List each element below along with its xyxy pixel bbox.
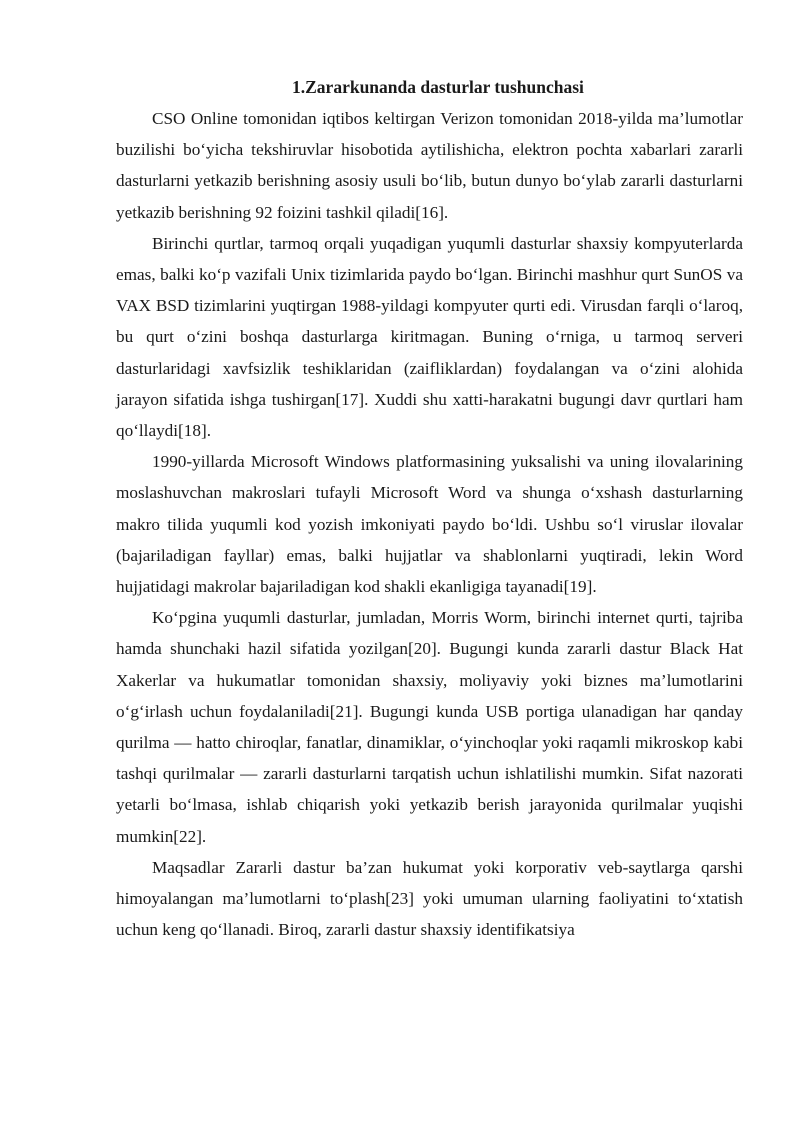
paragraph-email-malware: CSO Online tomonidan iqtibos keltirgan Verizon tomonidan 2018-yilda ma’lumotlar buzilishi bo‘yicha tekshiruvlar hisobotida aytilishicha, elektron pochta xabarlari zararli dasturlarni yetkazib berishning asosiy usuli bo‘lib, butun dunyo bo‘ylab zararli dasturlarni yetkazib berishning 92 foizini tashkil qiladi[16]. (116, 109, 743, 222)
paragraph-purposes: Maqsadlar Zararli dastur ba’zan hukumat yoki korporativ veb-saytlarga qarshi himoyalangan ma’lumotlarni to‘plash[23] yoki umuman ularning faoliyatini to‘xtatish uchun keng qo‘llanadi. Biroq, zararli dastur shaxsiy identifikatsiya (116, 857, 743, 940)
section-heading: 1.Zararkunanda dasturlar tushunchasi (292, 77, 584, 97)
paragraph-first-worms: Birinchi qurtlar, tarmoq orqali yuqadigan yuqumli dasturlar shaxsiy kompyuterlarda emas, balki ko‘p vazifali Unix tizimlarida paydo bo‘lgan. Birinchi mashhur qurt SunOS va VAX BSD tizimlarini yuqtirgan 1988-yildagi kompyuter qurti edi. Virusdan farqli o‘laroq, bu qurt o‘zini boshqa dasturlarga kiritmagan. Buning o‘rniga, u tarmoq serveri dasturlaridagi xavfsizlik teshiklaridan (zaifliklardan) foydalangan va o‘zini alohida jarayon sifatida ishga tushirgan[17]. Xuddi shu xatti-harakatni bugungi davr qurtlari ham qo‘llaydi[18]. (116, 233, 743, 441)
paragraph-macro-viruses: 1990-yillarda Microsoft Windows platformasining yuksalishi va uning ilovalarining moslashuvchan makroslari tufayli Microsoft Word va shunga o‘xshash dasturlarning makro tilida yuqumli kod yozish imkoniyati paydo bo‘ldi. Ushbu so‘l viruslar ilovalar (bajariladigan fayllar) emas, balki hujjatlar va shablonlarni yuqtiradi, lekin Word hujjatidagi makrolar bajariladigan kod shakli ekanligiga tayanadi[19]. (116, 452, 743, 597)
paragraph-infectious-programs: Ko‘pgina yuqumli dasturlar, jumladan, Morris Worm, birinchi internet qurti, tajriba hamda shunchaki hazil sifatida yozilgan[20]. Bugungi kunda zararli dastur Black Hat Xakerlar va hukumatlar tomonidan shaxsiy, moliyaviy yoki biznes ma’lumotlarini o‘g‘irlash uchun foydalaniladi[21]. Bugungi kunda USB portiga ulanadigan har qanday qurilma — hatto chiroqlar, fanatlar, dinamiklar, o‘yinchoqlar yoki raqamli mikroskop kabi tashqi qurilmalar — zararli dasturlarni tarqatish uchun ishlatilishi mumkin. Sifat nazorati yetarli bo‘lmasa, ishlab chiqarish yoki yetkazib berish jarayonida qurilmalar yuqishi mumkin[22]. (116, 608, 743, 846)
